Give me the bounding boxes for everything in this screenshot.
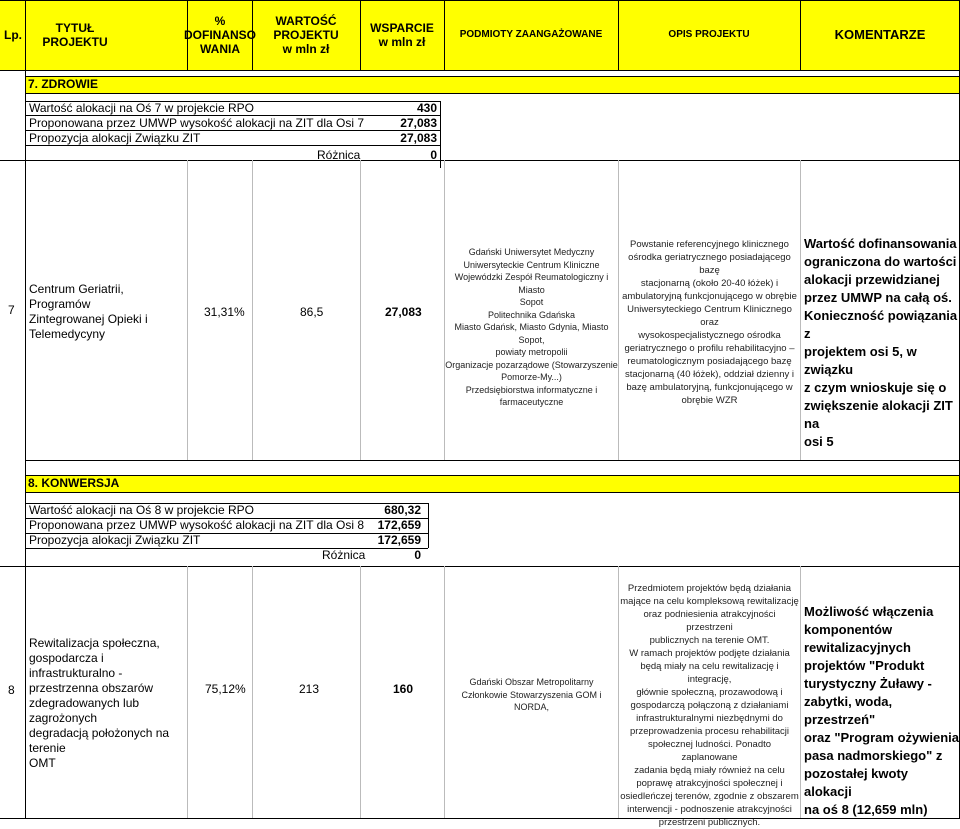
entities-line: Pomorze-My...) — [501, 372, 562, 382]
comment-text — [804, 603, 959, 819]
entities-line: Przedsiębiorstwa informatyczne i — [465, 384, 598, 395]
summary-value: 0 — [414, 548, 421, 562]
summary-label: Różnica — [317, 148, 361, 162]
summary-label: Wartość alokacji na Oś 7 w projekcie RPO — [29, 101, 254, 115]
entities-line: Wojewódzki Zespół Reumatologiczny i Miasto — [454, 272, 609, 295]
header-support — [360, 0, 444, 70]
row-value: 86,5 — [300, 305, 324, 319]
project-title-line: zdegradowanych lub zagrożonych — [29, 696, 140, 725]
header-title: TYTUŁ PROJEKTU — [42, 21, 108, 49]
header-pct-line3: WANIA — [200, 42, 240, 56]
header-value-line2: w mln zł — [282, 42, 330, 56]
description-line: infrastrukturalnymi niezbędnymi do — [636, 713, 783, 724]
description-line: wysokospecjalistycznego ośrodka — [638, 330, 781, 341]
summary-value: 172,659 — [377, 533, 421, 547]
project-title-line: gospodarcza i infrastrukturalno - — [29, 651, 123, 680]
header-description: OPIS PROJEKTU — [668, 29, 750, 40]
description-line: geriatrycznego o profilu rehabilitacyjno – — [624, 343, 795, 354]
comment-line: pozostałej kwoty alokacji — [804, 766, 909, 799]
row-pct: 75,12% — [205, 682, 246, 696]
project-title — [29, 282, 187, 342]
project-title — [29, 636, 187, 771]
entities-line: Gdański Uniwersytet Medyczny — [468, 247, 595, 257]
header-comments: KOMENTARZE — [834, 27, 926, 42]
entities-line: Gdański Obszar Metropolitarny — [469, 677, 594, 687]
summary-value: 172,659 — [377, 518, 421, 532]
project-description — [619, 238, 800, 407]
description-line: Uniwersyteckiego Centrum Klinicznego oraz — [627, 304, 792, 328]
comment-line: na oś 8 (12,659 mln) — [804, 802, 928, 817]
row-pct: 31,31% — [204, 305, 245, 319]
project-title-line: degradacją położonych na terenie — [29, 726, 170, 755]
description-line: ośrodka geriatrycznego posiadającego bazę — [628, 252, 791, 276]
comment-line: z czym wnioskuje się o — [804, 380, 947, 395]
description-line: społecznej ludności. Ponadto zaplanowane — [647, 739, 772, 763]
comment-line: Możliwość włączenia — [804, 604, 934, 619]
summary-value: 680,32 — [384, 503, 421, 517]
header-value — [252, 0, 360, 70]
project-title-line: Zintegrowanej Opieki i — [29, 312, 148, 326]
entities-line: powiaty metropolii — [495, 347, 568, 357]
summary-label: Wartość alokacji na Oś 8 w projekcie RPO — [29, 503, 254, 517]
comment-line: oraz "Program ożywienia — [804, 730, 959, 745]
description-line: gospodarczą połączoną z działaniami — [630, 700, 789, 711]
comment-line: komponentów — [804, 622, 893, 637]
description-line: mające na celu kompleksową rewitalizację — [620, 596, 799, 607]
section-title-zdrowie: 7. ZDROWIE — [26, 76, 959, 93]
header-value-line1: WARTOŚĆ PROJEKTU — [273, 14, 339, 42]
header-pct — [184, 0, 256, 70]
summary-label: Proponowana przez UMWP wysokość alokacji na ZIT dla Osi 7 — [29, 116, 365, 130]
project-description — [619, 582, 800, 829]
description-line: Powstanie referencyjnego klinicznego — [630, 239, 789, 250]
summary-label: Proponowana przez UMWP wysokość alokacji na ZIT dla Osi 8 — [29, 518, 365, 532]
summary-box-8 — [27, 503, 427, 568]
description-line: ambulatoryjną funkcjonującego w obrębie — [622, 291, 797, 302]
description-line: będą miały na celu rewitalizację i integrację, — [640, 661, 779, 685]
project-title-line: OMT — [29, 756, 56, 770]
summary-label: Różnica — [322, 548, 366, 562]
description-line: publicznych na terenie OMT. — [649, 635, 770, 646]
entities-list — [445, 676, 618, 714]
header-entities: PODMIOTY ZAANGAŻOWANE — [459, 29, 603, 40]
comment-line: zwiększenie alokacji ZIT na — [804, 398, 953, 431]
entities-line: Sopot — [519, 297, 544, 307]
description-line: stacjonarną (około 20-40 łóżek) i — [640, 278, 779, 289]
comment-line: Wartość dofinansowania — [804, 236, 957, 251]
description-line: reumatologicznym posiadającego bazę — [627, 356, 792, 367]
entities-line: Organizacje pozarządowe (Stowarzyszenie — [445, 359, 618, 370]
project-title-line: Centrum Geriatrii, Programów — [29, 282, 124, 311]
description-line: głównie społeczną, prozawodową i — [636, 687, 783, 698]
project-title-line: Rewitalizacja społeczna, — [29, 636, 160, 650]
entities-line: Uniwersyteckie Centrum Kliniczne — [463, 259, 600, 270]
description-line: przestrzeni publicznych. — [658, 817, 761, 828]
comment-text — [804, 235, 959, 451]
comment-line: Konieczność powiązania z — [804, 308, 958, 341]
comment-line: zabytki, woda, przestrzeń" — [804, 694, 893, 727]
comment-line: alokacji przewidzianej — [804, 272, 940, 287]
entities-line: Miasto Gdańsk, Miasto Gdynia, Miasto Sopot, — [454, 322, 609, 345]
row-support: 27,083 — [385, 305, 422, 319]
comment-line: projektów "Produkt — [804, 658, 925, 673]
header-lp: Lp. — [4, 28, 22, 42]
section-title-konwersja: 8. KONWERSJA — [26, 475, 959, 492]
comment-line: rewitalizacyjnych — [804, 640, 911, 655]
summary-label: Propozycja alokacji Związku ZIT — [29, 131, 201, 145]
row-lp: 8 — [8, 683, 15, 697]
header-pct-line2: DOFINANSO — [184, 28, 256, 42]
summary-value: 27,083 — [400, 116, 437, 130]
entities-line: Członkowie Stowarzyszenia GOM i NORDA, — [461, 689, 602, 712]
header-support-line1: WSPARCIE — [370, 21, 434, 35]
description-line: przeprowadzenia procesu rehabilitacji — [630, 726, 789, 737]
comment-line: turystyczny Żuławy - — [804, 676, 932, 691]
summary-value: 0 — [430, 148, 437, 162]
summary-box-7 — [27, 101, 440, 168]
description-line: zadania będą miały również na celu — [634, 765, 785, 776]
comment-line: projektem osi 5, w związku — [804, 344, 917, 377]
description-line: bazę ambulatoryjną, funkcjonującego w — [626, 382, 793, 393]
description-line: Przedmiotem projektów będą działania — [627, 583, 792, 594]
summary-value: 27,083 — [400, 131, 437, 145]
description-line: W ramach projektów podjęte działania — [629, 648, 790, 659]
comment-line: osi 5 — [804, 434, 834, 449]
description-line: poprawę atrakcyjności społecznej i — [636, 778, 783, 789]
project-title-line: Telemedycyny — [29, 327, 106, 341]
entities-line: farmaceutyczne — [499, 397, 564, 407]
comment-line: przez UMWP na całą oś. — [804, 290, 952, 305]
entities-list — [445, 246, 618, 409]
row-support: 160 — [393, 682, 414, 696]
summary-value: 430 — [416, 101, 437, 115]
description-line: interwencji - podnoszenie atrakcyjności — [627, 804, 792, 815]
header-pct-line1: % — [214, 14, 226, 28]
description-line: osiedleńczej terenów, zgodnie z obszarem — [620, 791, 799, 802]
comment-line: pasa nadmorskiego" z — [804, 748, 943, 763]
description-line: oraz podniesienia atrakcyjności przestrzeni — [643, 609, 776, 633]
project-title-line: przestrzenna obszarów — [29, 681, 154, 695]
description-line: obrębie WZR — [681, 395, 738, 406]
header-support-line2: w mln zł — [378, 35, 426, 49]
row-lp: 7 — [8, 303, 15, 317]
entities-line: Politechnika Gdańska — [487, 309, 576, 320]
row-value: 213 — [299, 682, 320, 696]
comment-line: ograniczona do wartości — [804, 254, 957, 269]
summary-label: Propozycja alokacji Związku ZIT — [29, 533, 201, 547]
description-line: stacjonarną (40 łóżek), oddział dzienny i — [625, 369, 794, 380]
